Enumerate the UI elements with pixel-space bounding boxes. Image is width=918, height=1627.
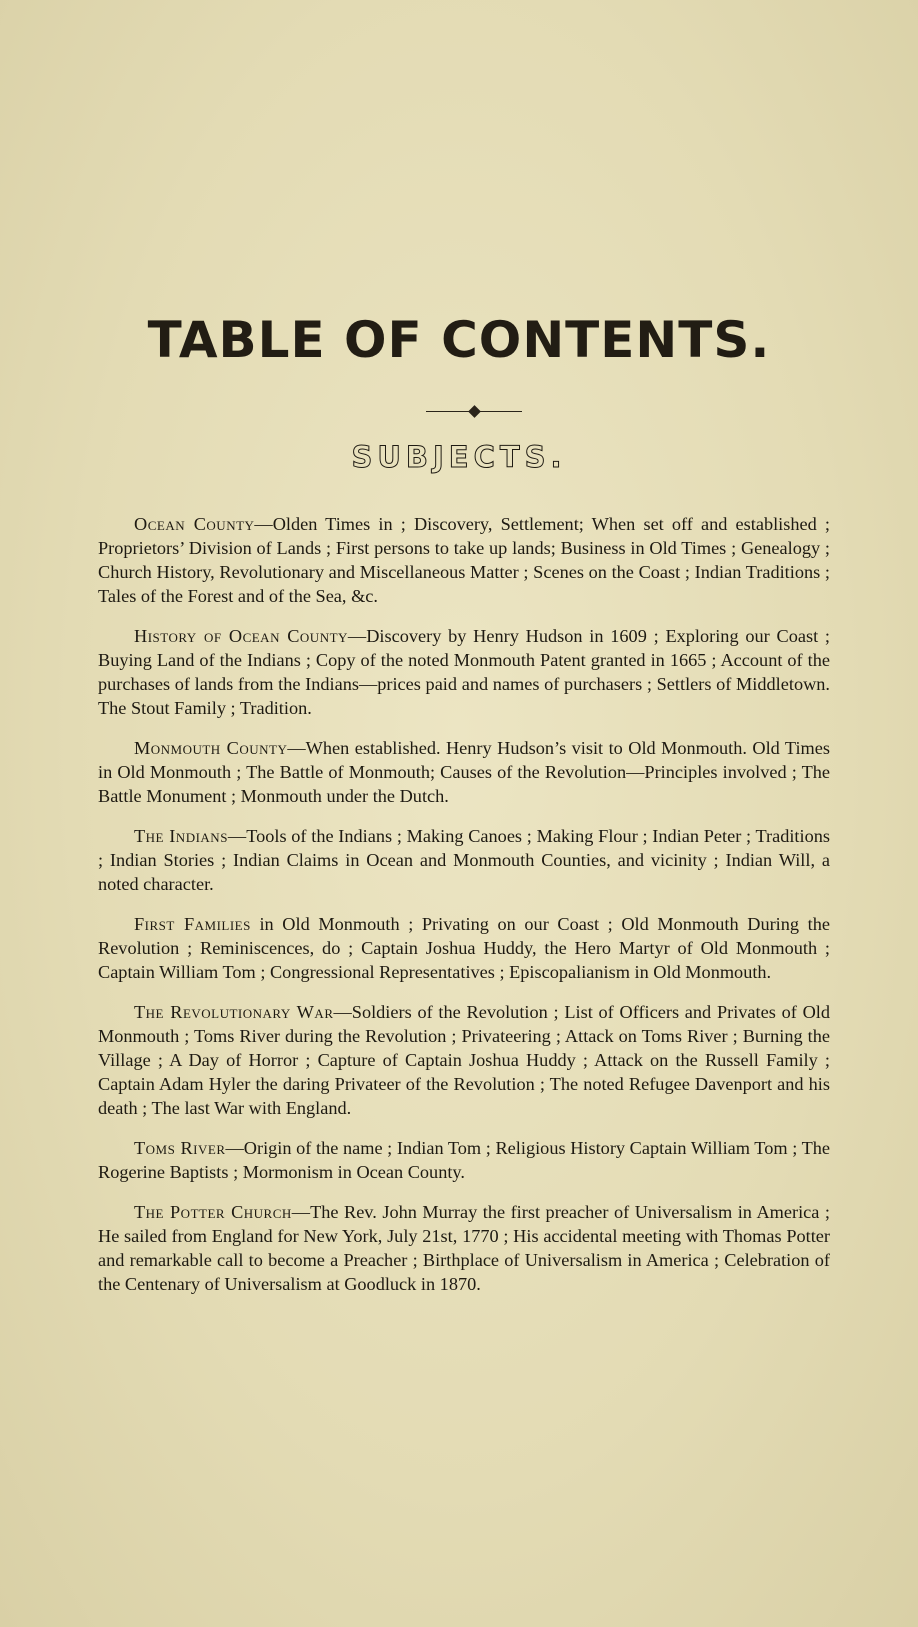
contents-entry: [98, 512, 830, 608]
entry-heading: Toms River: [134, 1138, 226, 1158]
entry-text: —The Rev. John Murray the first preacher of Universalism in America ; He sailed from England for New York, July 21st, 1770 ; His accidental meeting with Thomas Potter and remarkable call to become a Preacher ; Birthplace of Universalism in America ; Celebration of the Centenary of Universalism at Goodluck in 1870.: [98, 1202, 830, 1294]
entry-heading: The Revolutionary War: [134, 1002, 334, 1022]
contents-entry: [98, 736, 830, 808]
contents-list: [98, 512, 830, 1312]
entry-text: —Tools of the Indians ; Making Canoes ; Making Flour ; Indian Peter ; Traditions ; Indian Stories ; Indian Claims in Ocean and Monmouth Counties, and vicinity ; Indian Will, a noted character.: [98, 826, 830, 894]
entry-heading: History of Ocean County: [134, 626, 348, 646]
entry-text: —Soldiers of the Revolution ; List of Officers and Privates of Old Monmouth ; Toms River during the Revolution ; Privateering ; Attack on Toms River ; Burning the Village ; A Day of Horror ; Capture of Captain Joshua Huddy ; Attack on the Russell Family ; Captain Adam Hyler the daring Privateer of the Revolution ; The noted Refugee Davenport and his death ; The last War with England.: [98, 1002, 830, 1118]
rule-ornament-dot: [468, 405, 481, 418]
contents-entry: [98, 824, 830, 896]
entry-text: in Old Monmouth ; Privating on our Coast ; Old Monmouth During the Revolution ; Reminiscences, do ; Captain Joshua Huddy, the Hero Martyr of Old Monmouth ; Captain William Tom ; Congressional Representatives ; Episcopalianism in Old Monmouth.: [98, 914, 830, 982]
entry-heading: The Potter Church: [134, 1202, 292, 1222]
contents-entry: [98, 1200, 830, 1296]
contents-entry: [98, 1136, 830, 1184]
entry-heading: Monmouth County: [134, 738, 288, 758]
contents-entry: [98, 624, 830, 720]
entry-text: —When established. Henry Hudson’s visit to Old Monmouth. Old Times in Old Monmouth ; The Battle of Monmouth; Causes of the Revolution—Principles involved ; The Battle Monument ; Monmouth under the Dutch.: [98, 738, 830, 806]
page-title: TABLE OF CONTENTS.: [147, 311, 771, 369]
entry-heading: First Families: [134, 914, 251, 934]
entry-text: —Origin of the name ; Indian Tom ; Religious History Captain William Tom ; The Rogerine Baptists ; Mormonism in Ocean County.: [98, 1138, 830, 1182]
contents-entry: [98, 1000, 830, 1120]
contents-entry: [98, 912, 830, 984]
entry-text: —Olden Times in ; Discovery, Settlement; When set off and established ; Proprietors’ Division of Lands ; First persons to take up lands; Business in Old Times ; Genealogy ; Church History, Revolutionary and Miscellaneous Matter ; Scenes on the Coast ; Indian Traditions ; Tales of the Forest and of the Sea, &c.: [98, 514, 830, 606]
entry-heading: Ocean County: [134, 514, 255, 534]
section-subtitle: SUBJECTS.: [351, 440, 567, 474]
entry-heading: The Indians: [134, 826, 228, 846]
entry-text: —Discovery by Henry Hudson in 1609 ; Exploring our Coast ; Buying Land of the Indians ; Copy of the noted Monmouth Patent granted in 1665 ; Account of the purchases of lands from the Indians—prices paid and names of purchasers ; Settlers of Middletown. The Stout Family ; Tradition.: [98, 626, 830, 718]
